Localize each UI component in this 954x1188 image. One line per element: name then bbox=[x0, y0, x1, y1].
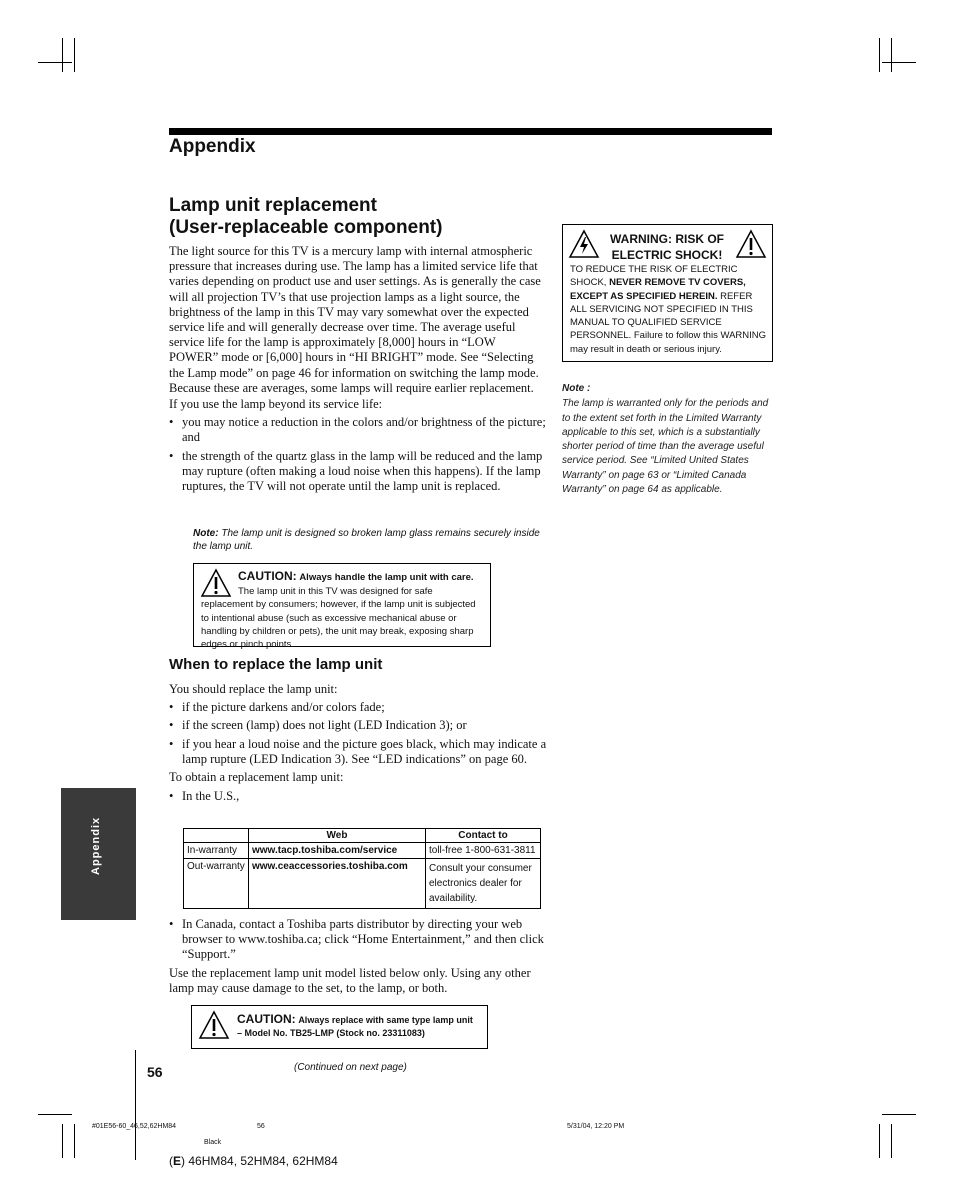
list-item: • In the U.S., bbox=[169, 789, 547, 804]
caution-label: CAUTION: bbox=[238, 569, 297, 583]
title-line-1: Lamp unit replacement bbox=[169, 195, 377, 216]
print-color: Black bbox=[204, 1139, 222, 1146]
caution-icon bbox=[198, 1010, 230, 1040]
warning-text bbox=[570, 263, 768, 356]
intro-block bbox=[169, 244, 547, 497]
page-divider bbox=[135, 1050, 136, 1160]
list-item: • In Canada, contact a Toshiba parts distributor by directing your web browser to www.toshiba.ca; click “Home Entertainment,” and then click “Support.” bbox=[169, 917, 547, 963]
crop-mark bbox=[38, 1114, 72, 1115]
side-tab-label: Appendix bbox=[90, 816, 102, 875]
lamp-contact-table bbox=[183, 828, 541, 909]
caution-text: Always replace with same type lamp unit – Model No. TB25-LMP (Stock no. 23311083) bbox=[237, 1015, 473, 1039]
obtain-text: To obtain a replacement lamp unit: bbox=[169, 770, 344, 785]
caution-box bbox=[191, 1005, 488, 1049]
note-label: Note: bbox=[193, 528, 219, 539]
list-item: • you may notice a reduction in the colors and/or brightness of the picture; and bbox=[169, 415, 547, 445]
table-header-row bbox=[184, 829, 541, 843]
table-cell: toll-free 1-800-631-3811 bbox=[426, 843, 541, 859]
caution-headline: Always handle the lamp unit with care. bbox=[299, 572, 474, 583]
warning-title bbox=[601, 231, 733, 263]
side-note-text: The lamp is warranted only for the periods and to the extent set forth in the Limited Warranty applicable to this set, which is a substantially shorter period of time than the average useful service period. See “Limited United States Warranty” on page 63 or “Limited Canada Warranty” on page 64 as applicable. bbox=[562, 398, 769, 496]
crop-mark bbox=[882, 62, 916, 63]
table-row bbox=[184, 843, 541, 859]
crop-mark bbox=[62, 38, 63, 72]
canada-block bbox=[169, 914, 547, 996]
file-code: #01E56-60_46,52,62HM84 bbox=[92, 1123, 177, 1130]
warning-box bbox=[562, 224, 773, 362]
caution-heading bbox=[238, 570, 486, 584]
model-list: ) 46HM84, 52HM84, 62HM84 bbox=[181, 1154, 338, 1168]
crop-mark bbox=[62, 1124, 63, 1158]
crop-mark bbox=[891, 1124, 892, 1158]
table-cell: Out-warranty bbox=[184, 859, 249, 909]
crop-mark bbox=[74, 1124, 75, 1158]
lightning-icon bbox=[568, 229, 600, 259]
caution-label: CAUTION: bbox=[237, 1012, 296, 1026]
caution-text: The lamp unit in this TV was designed for safe replacement by consumers; however, if the lamp unit is subjected to intentional abuse (such as excessive mechanical abuse or handling by children or pets), the unit may break, exposing sharp edges or pinch points. bbox=[201, 586, 476, 651]
warning-text-a: TO REDUCE THE RISK OF ELECTRIC SHOCK, bbox=[570, 264, 738, 289]
crop-mark bbox=[74, 38, 75, 72]
crop-mark bbox=[38, 62, 72, 63]
beyond-life-text: If you use the lamp beyond its service life: bbox=[169, 397, 383, 412]
continued-text: (Continued on next page) bbox=[294, 1062, 407, 1073]
intro-paragraph: The light source for this TV is a mercury lamp with internal atmospheric pressure that increases during use. The lamp has a limited service life that varies depending on product use and user settings. As is generally the case will all projection TV’s that use projection lamps as a light source, the brightness of the lamp in this TV may vary somewhat over the expected service life and will generally decrease over time. The average useful service life for the lamp is approximately [8,000] hours in “LOW POWER” mode or [6,000] hours in “HI BRIGHT” mode. See “Selecting the Lamp mode” on page 46 for information on switching the lamp mode. Because these are averages, some lamps will require earlier replacement. bbox=[169, 244, 541, 395]
list-item: • the strength of the quartz glass in the lamp will be reduced and the lamp may rupture (often making a loud noise when this happens). If the lamp ruptures, the TV will not operate until the lamp unit is replaced. bbox=[169, 449, 547, 495]
model-prefix: ( bbox=[169, 1154, 173, 1168]
print-date: 5/31/04, 12:20 PM bbox=[567, 1123, 625, 1130]
model-letter: E bbox=[173, 1154, 182, 1168]
warning-title-line-2: ELECTRIC SHOCK! bbox=[611, 248, 723, 262]
warning-text-bold: NEVER REMOVE TV COVERS, EXCEPT AS SPECIFIED HEREIN. bbox=[570, 277, 746, 302]
exclamation-icon bbox=[735, 229, 767, 259]
warning-text-b: REFER ALL SERVICING NOT SPECIFIED IN THIS MANUAL TO QUALIFIED SERVICE PERSONNEL. Failure to follow this WARNING may result in death or serious injury. bbox=[570, 290, 767, 355]
side-note-label: Note : bbox=[562, 383, 591, 394]
table-cell: Consult your consumer electronics dealer for availability. bbox=[426, 859, 541, 909]
table-row bbox=[184, 859, 541, 909]
when-block bbox=[169, 682, 547, 807]
use-model-text: Use the replacement lamp unit model listed below only. Using any other lamp may cause damage to the set, to the lamp, or both. bbox=[169, 965, 531, 995]
when-lead: You should replace the lamp unit: bbox=[169, 682, 338, 696]
list-item: • if you hear a loud noise and the picture goes black, which may indicate a lamp rupture (LED Indication 3). See “LED indications” on page 60. bbox=[169, 737, 547, 767]
table-link[interactable]: www.ceaccessories.toshiba.com bbox=[249, 859, 426, 909]
top-rule bbox=[169, 128, 772, 135]
note-text: The lamp unit is designed so broken lamp glass remains securely inside the lamp unit. bbox=[193, 528, 540, 552]
page-title bbox=[169, 195, 549, 239]
table-cell: In-warranty bbox=[184, 843, 249, 859]
list-item: • if the picture darkens and/or colors fade; bbox=[169, 700, 547, 715]
crop-mark bbox=[891, 38, 892, 72]
caution-box bbox=[193, 563, 491, 651]
note bbox=[193, 527, 543, 553]
model-line bbox=[169, 1154, 338, 1168]
crop-mark bbox=[879, 1124, 880, 1158]
caution-heading bbox=[237, 1013, 477, 1041]
table-header: Contact to bbox=[426, 829, 541, 843]
crop-mark bbox=[879, 38, 880, 72]
crop-mark bbox=[882, 1114, 916, 1115]
title-line-2: (User-replaceable component) bbox=[169, 217, 443, 238]
section-subtitle: When to replace the lamp unit bbox=[169, 656, 383, 673]
table-header: Web bbox=[249, 829, 426, 843]
warning-title-line-1: WARNING: RISK OF bbox=[610, 232, 724, 246]
side-note bbox=[562, 382, 772, 497]
file-page: 56 bbox=[257, 1123, 265, 1130]
section-heading: Appendix bbox=[169, 136, 256, 157]
table-link[interactable]: www.tacp.toshiba.com/service bbox=[249, 843, 426, 859]
list-item: • if the screen (lamp) does not light (LED Indication 3); or bbox=[169, 718, 547, 733]
table-header bbox=[184, 829, 249, 843]
page-number: 56 bbox=[147, 1064, 163, 1080]
